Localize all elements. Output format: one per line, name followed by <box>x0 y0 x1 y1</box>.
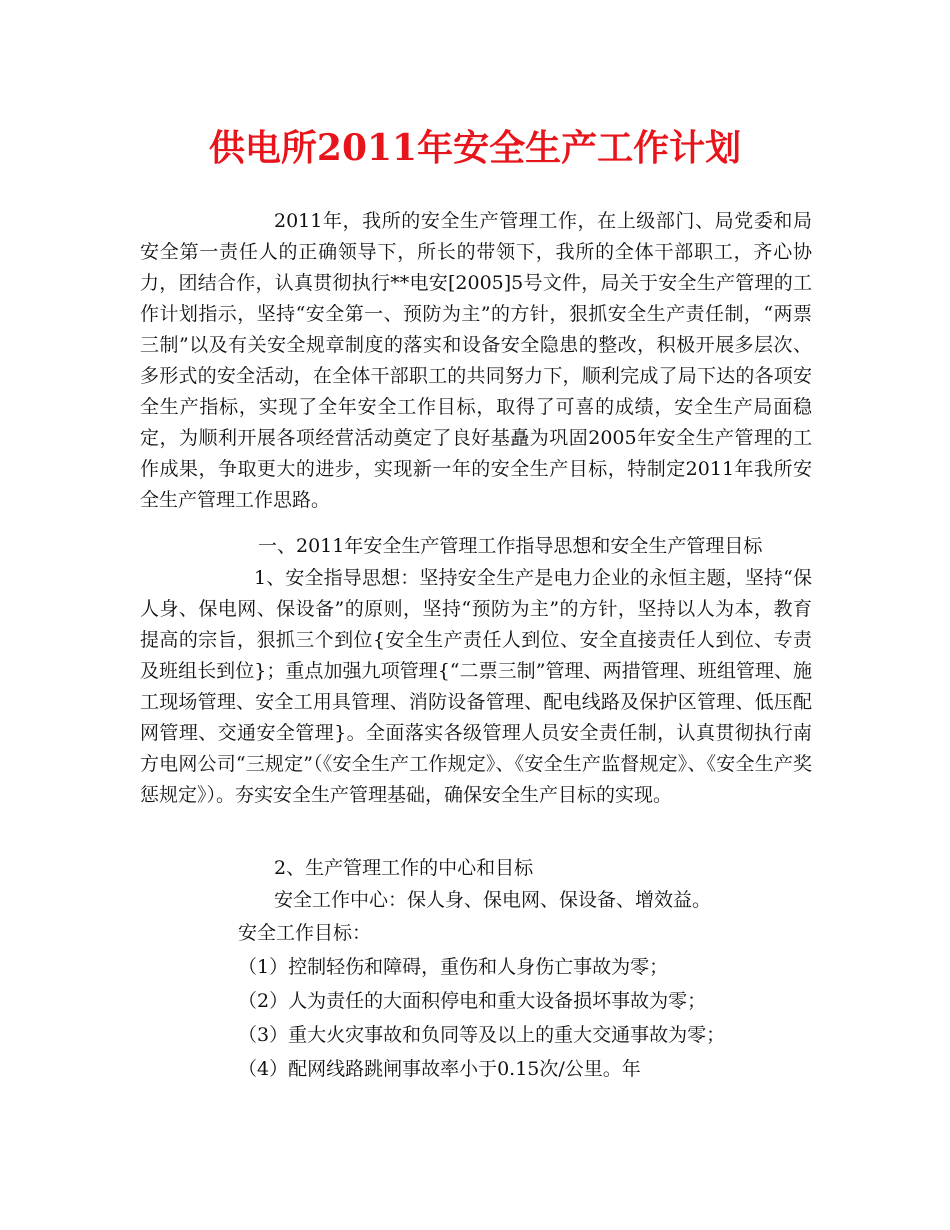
goal-item: （3）重大火灾事故和负同等及以上的重大交通事故为零； <box>238 1024 726 1046</box>
goal-item: （2）人为责任的大面积停电和重大设备损坏事故为零； <box>238 990 707 1012</box>
intro-paragraph: 2011年，我所的安全生产管理工作，在上级部门、局党委和局安全第一责任人的正确领导下，所长的带领下，我所的全体干部职工，齐心协力，团结合作，认真贯彻执行**电安[2005]5号文件，局关于安全生产管理的工作计划指示，坚持“安全第一、预防为主”的方针，狠抓安全生产责任制，“两票三制”以及有关安全规章制度的落实和设备安全隐患的整改，积极开展多层次、多形式的安全活动，在全体干部职工的共同努力下，顺利完成了局下达的各项安全生产指标，实现了全年安全工作目标，取得了可喜的成绩，安全生产局面稳定，为顺利开展各项经营活动奠定了良好基矗为巩固2005年安全生产管理的工作成果，争取更大的进步，实现新一年的安全生产目标，特制定2011年我所安全生产管理工作思路。 <box>140 210 812 511</box>
goal-item: （4）配网线路跳闸事故率小于0.15次/公里。年 <box>238 1058 641 1080</box>
guiding-ideology-paragraph: 1、安全指导思想：坚持安全生产是电力企业的永恒主题，坚持“保人身、保电网、保设备”的原则，坚持“预防为主”的方针，坚持以人为本，教育提高的宗旨，狠抓三个到位{安全生产责任人到位、安全直接责任人到位、专责及班组长到位}；重点加强九项管理{“二票三制”管理、两措管理、班组管理、施工现场管理、安全工用具管理、消防设备管理、配电线路及保护区管理、低压配网管理、交通安全管理}。全面落实各级管理人员安全责任制，认真贯彻执行南方电网公司“三规定”（《安全生产工作规定》、《安全生产监督规定》、《安全生产奖惩规定》）。夯实安全生产管理基础，确保安全生产目标的实现。 <box>140 567 812 806</box>
subsection-heading-2: 2、生产管理工作的中心和目标 <box>274 857 534 879</box>
document-title: 供电所2011年安全生产工作计划 <box>208 127 742 169</box>
goal-item: （1）控制轻伤和障碍，重伤和人身伤亡事故为零； <box>238 956 669 978</box>
safety-goal-label: 安全工作目标： <box>238 922 372 944</box>
safety-center-line: 安全工作中心：保人身、保电网、保设备、增效益。 <box>274 889 712 911</box>
section-heading-1: 一、2011年安全生产管理工作指导思想和安全生产管理目标 <box>258 535 763 557</box>
